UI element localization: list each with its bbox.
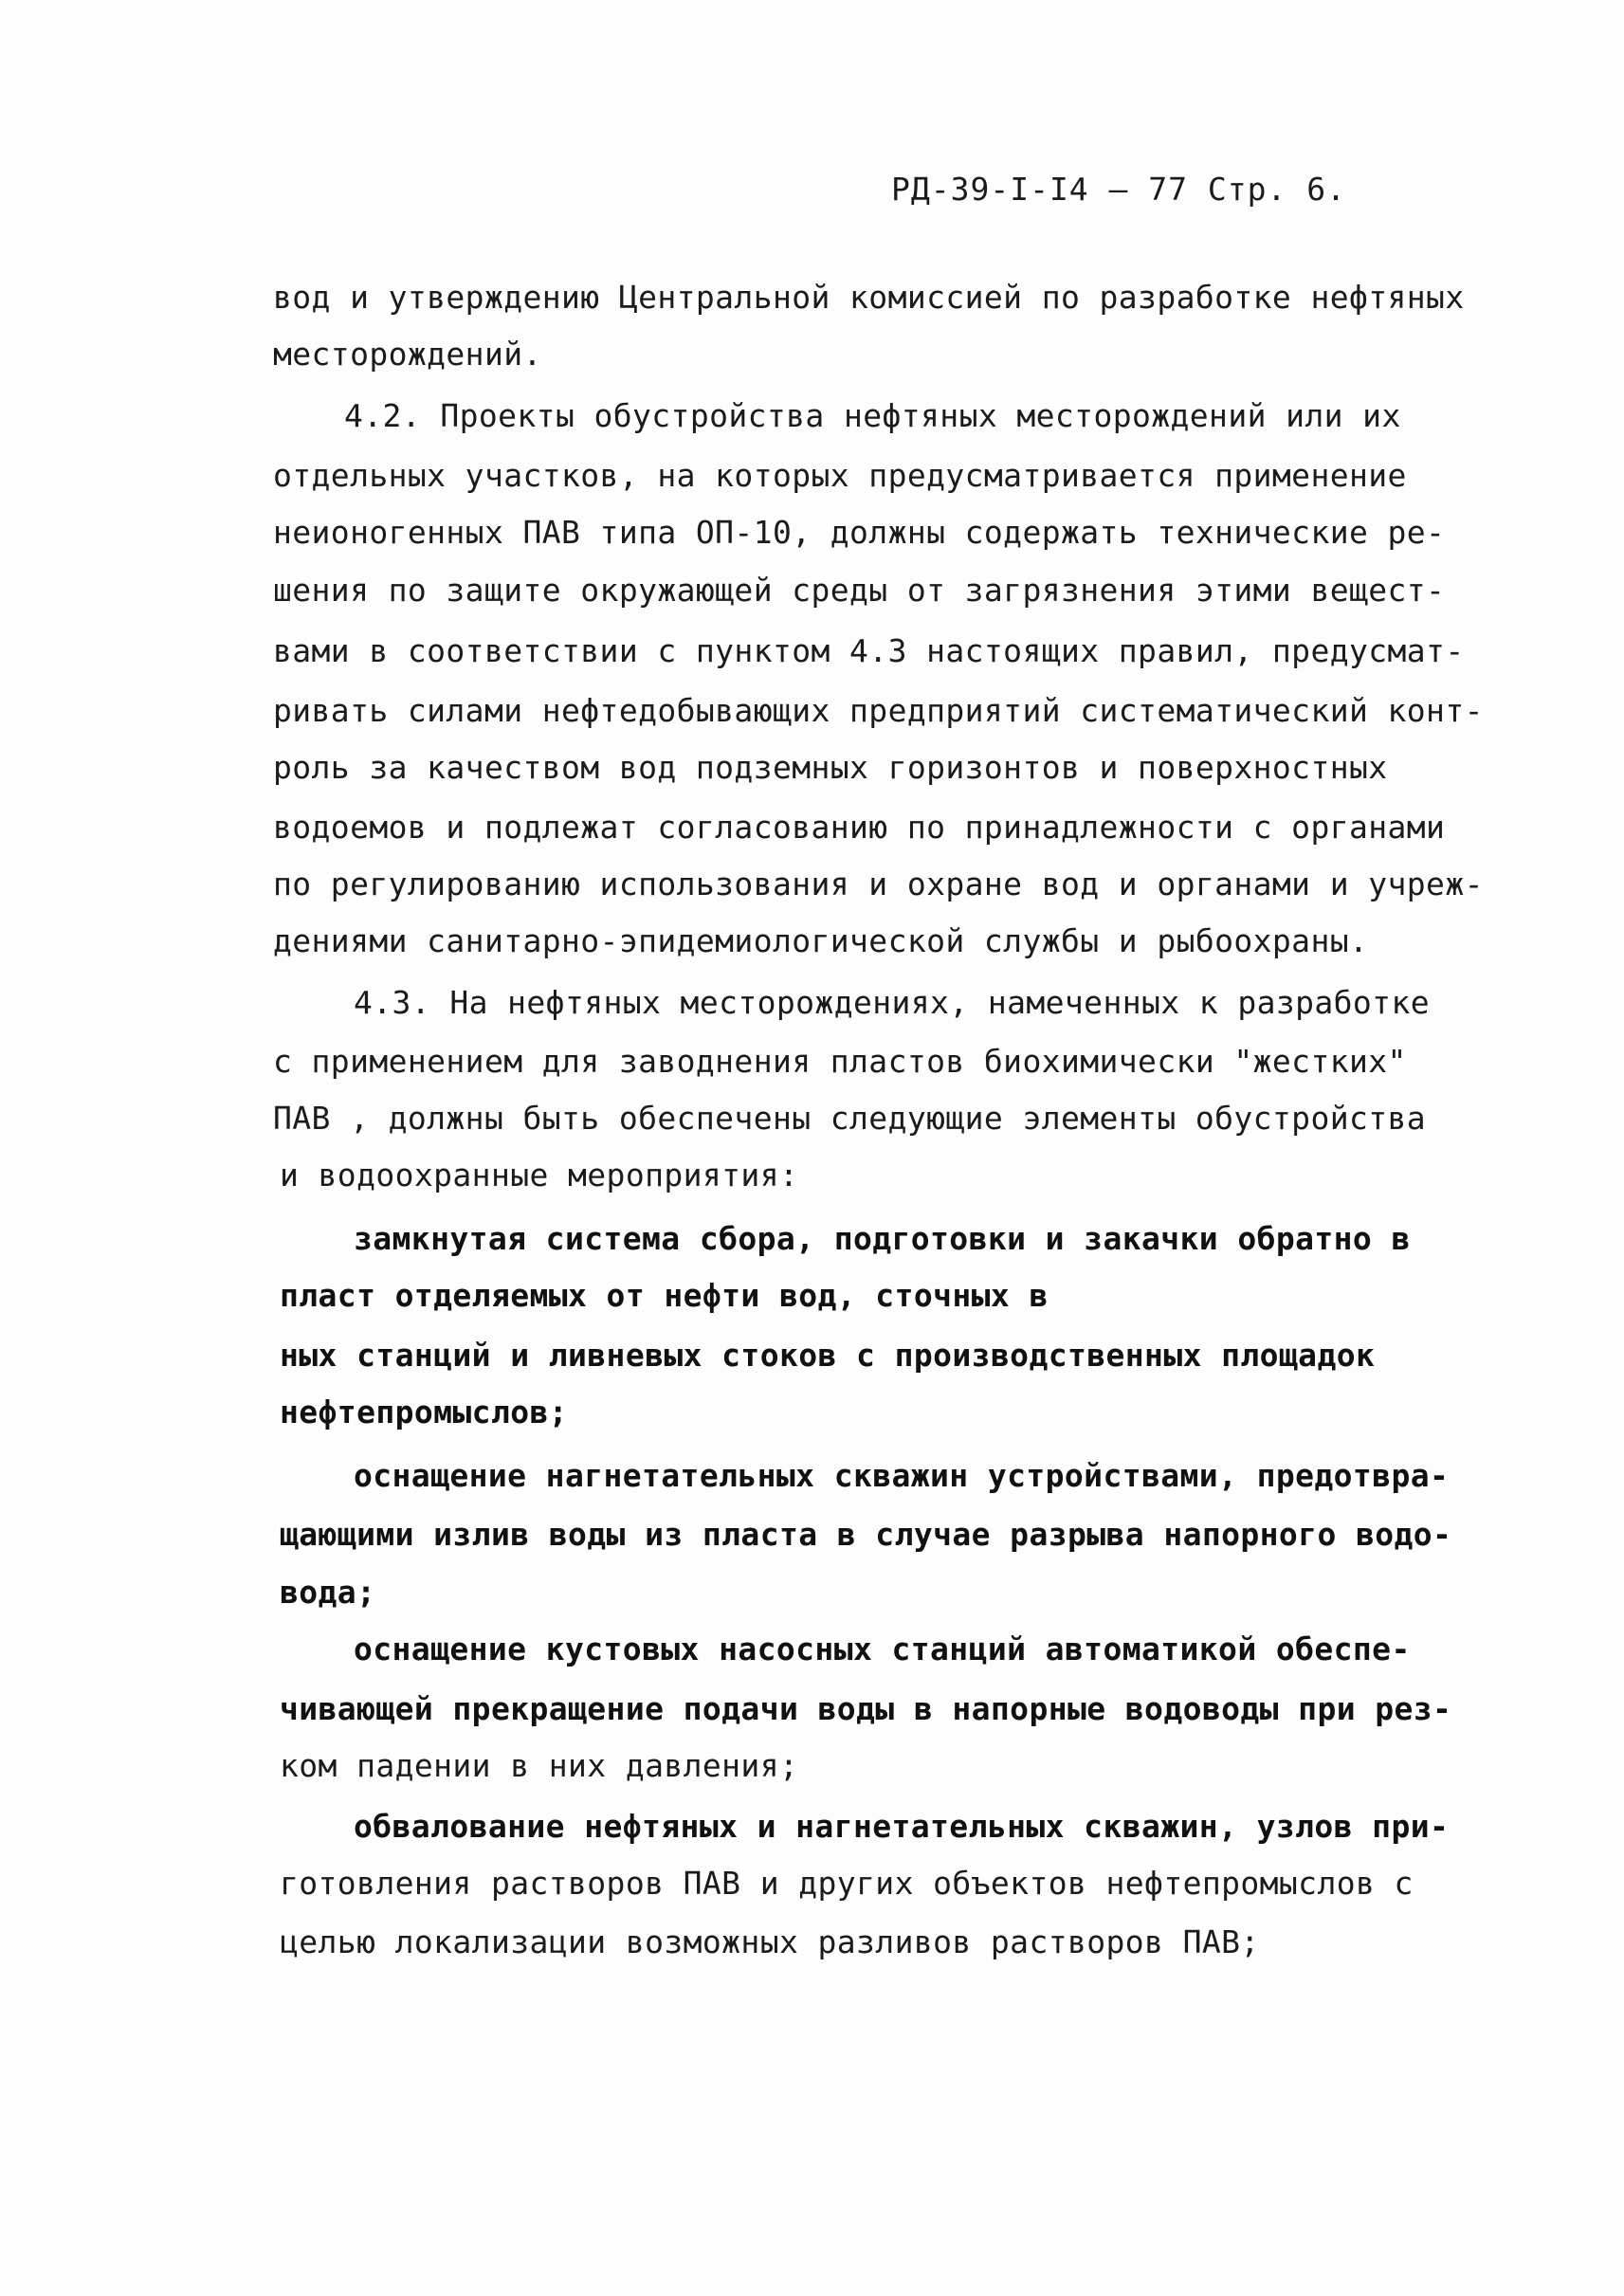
- text-line: ривать силами нефтедобывающих предприятий систематический конт-: [273, 692, 1484, 729]
- text-line: месторождений.: [273, 336, 542, 373]
- measure-item-first-line: оснащение кустовых насосных станций автоматикой обеспе-: [354, 1631, 1411, 1667]
- text-line: неионогенных ПАВ типа ОП-10, должны содержать технические ре-: [273, 514, 1446, 551]
- text-line: вода;: [280, 1574, 376, 1611]
- text-line: шения по защите окружающей среды от загрязнения этими вещест-: [273, 572, 1446, 609]
- measure-item-first-line: обвалование нефтяных и нагнетательных скважин, узлов при-: [354, 1808, 1450, 1845]
- text-line: роль за качеством вод подземных горизонтов и поверхностных: [273, 749, 1388, 786]
- document-reference: РД-39-I-I4 – 77: [891, 171, 1189, 208]
- text-line: вами в соответствии с пунктом 4.3 настоящих правил, предусмат-: [273, 632, 1465, 669]
- text-line: по регулированию использования и охране вод и органами и учреж-: [273, 866, 1484, 902]
- text-line: щающими излив воды из пласта в случае разрыва напорного водо-: [280, 1516, 1452, 1553]
- text-line: ПАВ , должны быть обеспечены следующие элементы обустройства: [273, 1100, 1427, 1137]
- measure-item-first-line: замкнутая система сбора, подготовки и закачки обратно в: [354, 1220, 1411, 1257]
- text-line: целью локализации возможных разливов растворов ПАВ;: [280, 1923, 1260, 1960]
- text-line: и водоохранные мероприятия:: [280, 1157, 799, 1194]
- text-line: вод и утверждению Центральной комиссией по разработке нефтяных: [273, 279, 1465, 316]
- text-line: нефтепромыслов;: [280, 1394, 569, 1430]
- text-line: с применением для заводнения пластов биохимически "жестких": [273, 1043, 1407, 1080]
- text-line: пласт отделяемых от нефти вод, сточных в: [280, 1277, 1049, 1314]
- text-line: готовления растворов ПАВ и других объектов нефтепромыслов с: [280, 1865, 1414, 1902]
- page-number: Стр. 6.: [1207, 171, 1346, 208]
- text-line: водоемов и подлежат согласованию по принадлежности с органами: [273, 809, 1446, 846]
- text-line: ных станций и ливневых стоков с производственных площадок: [280, 1337, 1376, 1374]
- section-4-3-first-line: 4.3. На нефтяных месторождениях, намеченных к разработке: [354, 984, 1430, 1021]
- text-line: отдельных участков, на которых предусматривается применение: [273, 457, 1407, 494]
- text-line: чивающей прекращение подачи воды в напорные водоводы при рез-: [280, 1690, 1452, 1727]
- section-4-2-first-line: 4.2. Проекты обустройства нефтяных месторождений или их: [344, 397, 1401, 434]
- text-line: дениями санитарно-эпидемиологической службы и рыбоохраны.: [273, 922, 1369, 959]
- text-line: ком падении в них давления;: [280, 1747, 799, 1784]
- page-header: [891, 171, 1346, 208]
- measure-item-first-line: оснащение нагнетательных скважин устройствами, предотвра-: [354, 1457, 1450, 1494]
